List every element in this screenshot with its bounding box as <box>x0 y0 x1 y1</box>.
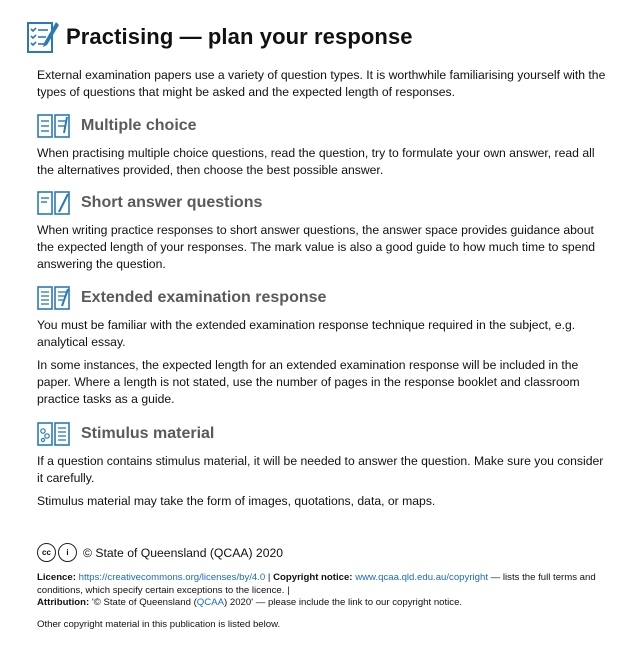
page-title: Practising — plan your response <box>66 24 413 49</box>
checklist-icon <box>26 20 60 54</box>
section-paragraph: In some instances, the expected length for an extended examination response will be included in the paper. Where a length is not stated, use the number of pages in the response booklet and classroom practice tasks as a guide. <box>37 358 580 406</box>
attribution-icon: i <box>58 543 77 562</box>
section-title: Short answer questions <box>81 194 263 211</box>
section-title: Stimulus material <box>81 425 215 442</box>
section-heading-extended-response <box>37 285 326 311</box>
creative-commons-badge <box>37 543 79 562</box>
section-heading-stimulus-material <box>37 421 214 447</box>
section-paragraph: You must be familiar with the extended examination response technique required in the subject, e.g. analytical essay. <box>37 318 576 349</box>
attribution-label: Attribution: <box>37 597 90 608</box>
other-copyright-note: Other copyright material in this publication is listed below. <box>37 619 281 630</box>
copyright-notice-text: — lists the full terms and conditions, which specify certain exceptions to the licence. | <box>37 572 596 596</box>
attribution-link[interactable]: QCAA <box>196 597 224 608</box>
section-paragraph: Stimulus material may take the form of images, quotations, data, or maps. <box>37 494 436 508</box>
separator: | <box>267 572 271 583</box>
licence-block <box>37 572 607 597</box>
attribution-post: ) 2020' — please include the link to our copyright notice. <box>224 597 463 608</box>
copyright-notice-label: Copyright notice: <box>273 572 353 583</box>
attribution-pre: '© State of Queensland ( <box>91 597 197 608</box>
section-heading-multiple-choice <box>37 113 197 139</box>
section-paragraph: When practising multiple choice questions, read the question, try to formulate your own answer, read all the alternatives provided, then choose the best possible answer. <box>37 146 595 177</box>
section-title: Multiple choice <box>81 117 197 134</box>
attribution-block <box>37 597 607 610</box>
section-heading-short-answer <box>37 190 262 216</box>
copyright-text: © State of Queensland (QCAA) 2020 <box>83 545 284 560</box>
section-paragraph: When writing practice responses to short answer questions, the answer space provides guidance about the expected length of your responses. The mark value is also a good guide to how much time to spend answering the question. <box>37 223 596 271</box>
multiple-choice-icon <box>37 113 71 139</box>
title-row <box>26 20 413 54</box>
cc-icon: cc <box>37 543 56 562</box>
intro-text: External examination papers use a variety of question types. It is worthwhile familiarising yourself with the types of questions that might be asked and the expected length of responses. <box>37 68 606 99</box>
stimulus-material-icon <box>37 421 71 447</box>
section-paragraph: If a question contains stimulus material, it will be needed to answer the question. Make sure you consider it carefully. <box>37 454 604 485</box>
extended-response-icon <box>37 285 71 311</box>
copyright-statement <box>37 543 283 562</box>
section-title: Extended examination response <box>81 289 327 306</box>
licence-link[interactable]: https://creativecommons.org/licenses/by/4.0 <box>78 572 266 583</box>
licence-label: Licence: <box>37 572 76 583</box>
short-answer-icon <box>37 190 71 216</box>
copyright-notice-link[interactable]: www.qcaa.qld.edu.au/copyright <box>355 572 488 583</box>
